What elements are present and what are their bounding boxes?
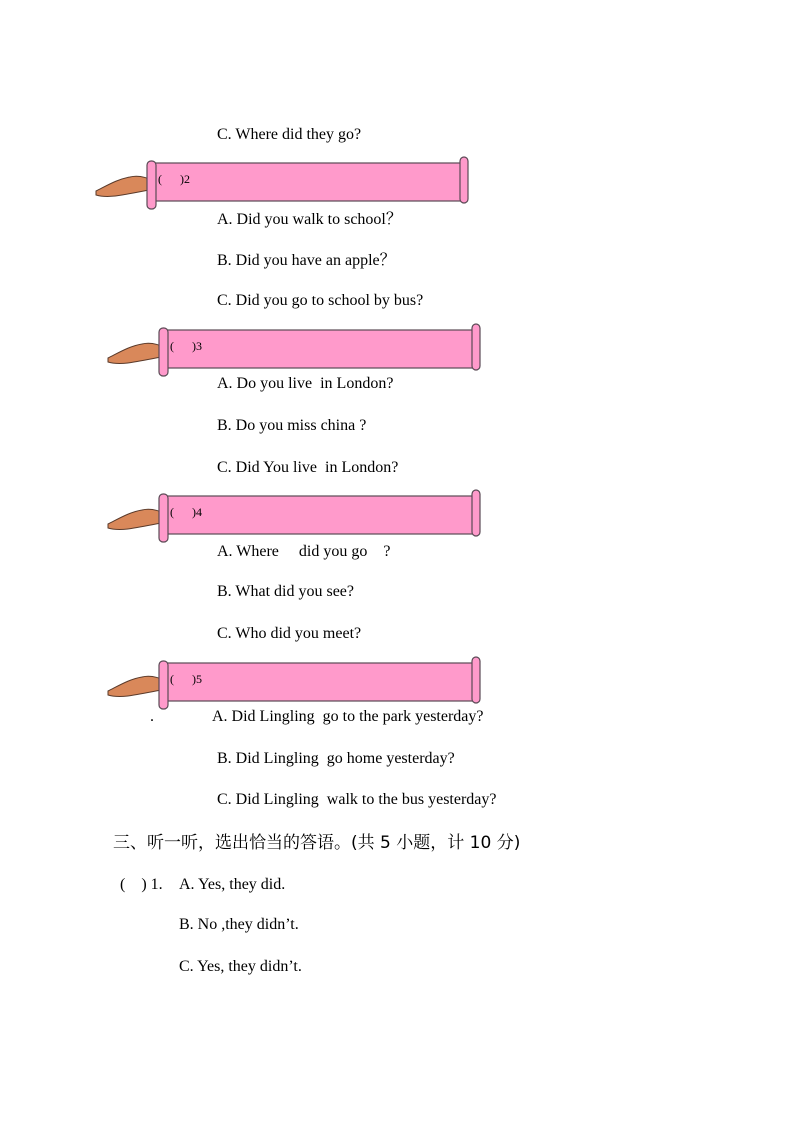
pointing-hand-icon [96, 176, 154, 196]
q5-option-c: C. Did Lingling walk to the bus yesterday? [217, 791, 497, 808]
question-number-label: ( )3 [170, 339, 202, 353]
q1-option-c: C. Where did they go? [217, 126, 362, 143]
q5-option-b: B. Did Lingling go home yesterday? [217, 750, 455, 767]
q5-prefix-dot: . [150, 708, 154, 725]
s3-q1-option-c: C. Yes, they didn’t. [179, 958, 302, 975]
question-number-label: ( )5 [170, 672, 202, 686]
q2-option-a: A. Did you walk to school？ [217, 211, 402, 228]
q5-option-a: A. Did Lingling go to the park yesterday? [212, 708, 484, 725]
q4-option-c: C. Who did you meet? [217, 625, 362, 642]
scroll-banner-icon [106, 488, 486, 544]
question-banner-3 [106, 322, 486, 378]
s3-q1-option-b: B. No ,they didn’t. [179, 916, 299, 933]
question-number-label: ( )4 [170, 505, 202, 519]
question-banner-4 [106, 488, 486, 544]
q2-option-c: C. Did you go to school by bus? [217, 292, 424, 309]
q2-option-b: B. Did you have an apple？ [217, 252, 396, 269]
s3-q1-option-a: A. Yes, they did. [179, 876, 286, 893]
section-3-heading: 三、听一听，选出恰当的答语。(共 5 小题，计 10 分) [113, 833, 521, 853]
question-banner-2 [94, 155, 474, 211]
scroll-banner-icon [94, 155, 474, 211]
q4-option-b: B. What did you see? [217, 583, 355, 600]
q3-option-b: B. Do you miss china ? [217, 417, 367, 434]
q3-option-a: A. Do you live in London? [217, 375, 394, 392]
scroll-banner-icon [106, 322, 486, 378]
pointing-hand-icon [108, 509, 166, 529]
question-banner-5 [106, 655, 486, 711]
pointing-hand-icon [108, 676, 166, 696]
scroll-banner-icon [106, 655, 486, 711]
q3-option-c: C. Did You live in London? [217, 459, 399, 476]
pointing-hand-icon [108, 343, 166, 363]
q4-option-a: A. Where did you go ? [217, 543, 391, 560]
s3-q1-label: ( ) 1. [120, 876, 163, 893]
question-number-label: ( )2 [158, 172, 190, 186]
